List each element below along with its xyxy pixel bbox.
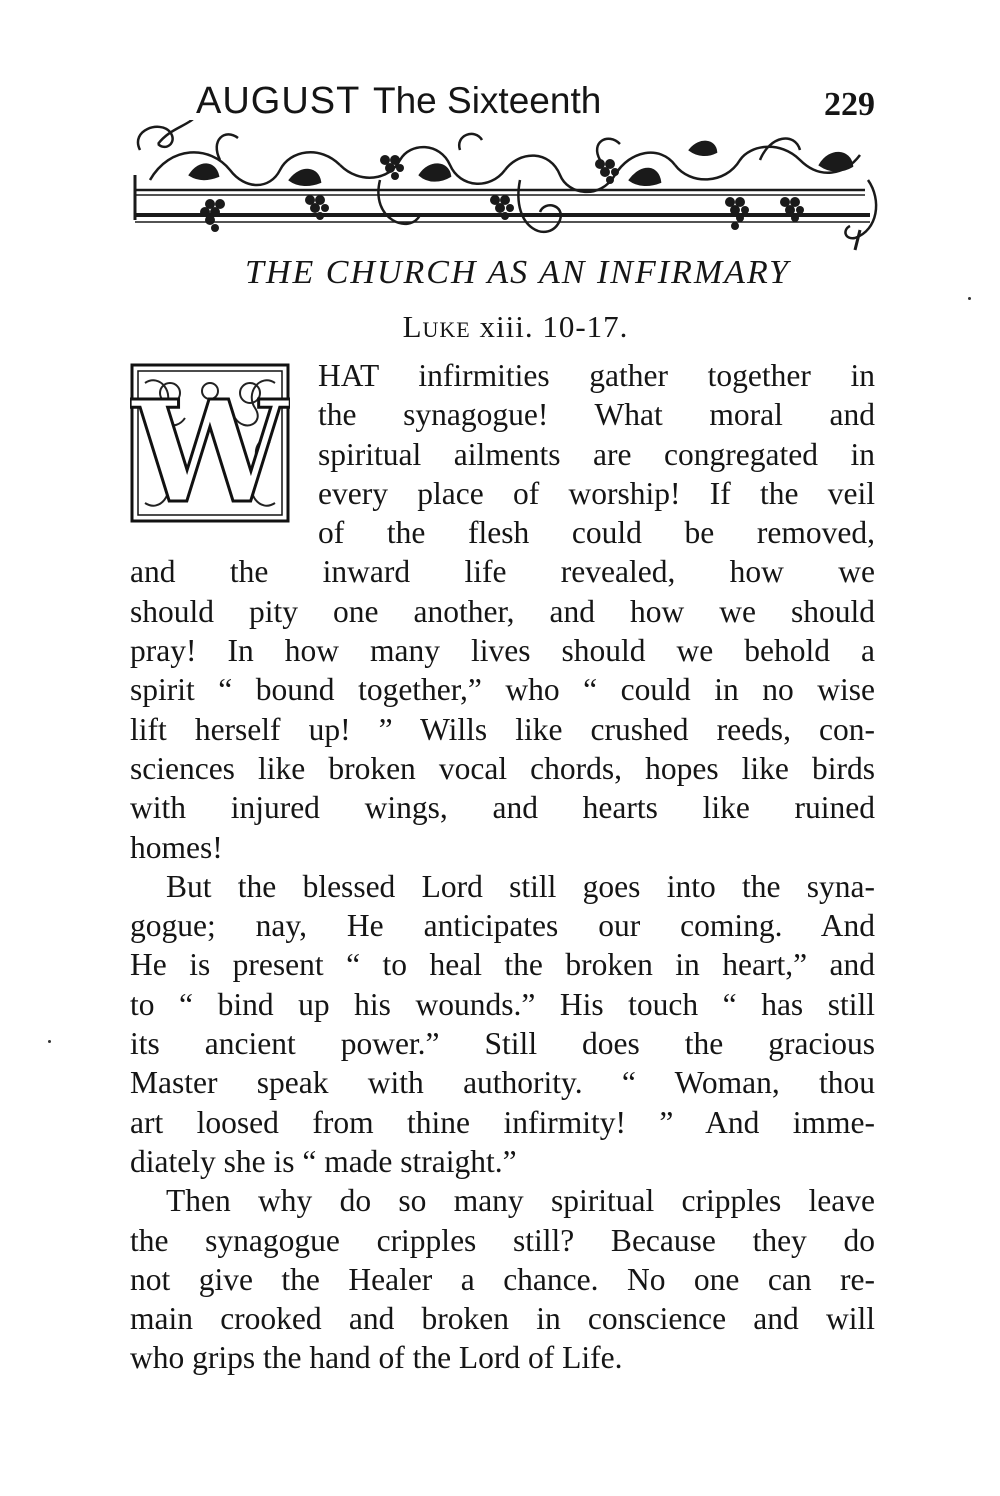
text-line: not give the Healer a chance. No one can re- [130,1261,875,1297]
header-day: The Sixteenth [373,80,602,121]
text-line: its ancient power.” Still does the gracious [130,1026,875,1062]
text-line: diately she is “ made straight.” [130,1143,517,1179]
text-line: pray! In how many lives should we behold a [130,633,875,669]
text-line: the synagogue cripples still? Because they do [130,1222,875,1258]
text-line: sciences like broken vocal chords, hopes like birds [130,750,875,786]
text-line: Then why do so many spiritual cripples leave [166,1183,875,1219]
text-line: with injured wings, and hearts like ruined [130,790,875,826]
text-line: who grips the hand of the Lord of Life. [130,1340,623,1376]
text-line: spirit “ bound together,” who “ could in no wise [130,672,875,708]
text-line: Master speak with authority. “ Woman, thou [130,1065,875,1101]
scan-speck [48,1040,51,1043]
reference-verse: xiii. 10-17. [479,309,629,344]
text-line: the synagogue! What moral and [318,397,875,433]
paragraph-2 [130,867,875,1181]
reference-book: Luke [402,309,471,344]
article-title: THE CHURCH AS AN INFIRMARY [244,254,791,291]
text-line: HAT infirmities gather together in [318,358,875,393]
paragraph-3 [130,1181,875,1377]
body-text [130,356,875,1378]
text-line: main crooked and broken in conscience and will [130,1301,875,1337]
text-line: should pity one another, and how we should [130,593,875,629]
text-line: He is present “ to heal the broken in heart,” and [130,947,875,983]
drop-cap-letter: W [131,371,289,523]
text-line: spiritual ailments are congregated in [318,436,875,472]
text-line: of the flesh could be removed, [318,515,875,551]
text-line: But the blessed Lord still goes into the syna- [166,868,875,904]
text-line: to “ bind up his wounds.” His touch “ has still [130,986,875,1022]
text-line: homes! [130,829,223,865]
header-month: AUGUST [196,80,361,122]
page-number: 229 [824,86,875,123]
text-line: art loosed from thine infirmity! ” And imme- [130,1104,875,1140]
vine-ornament-icon [130,120,880,260]
text-line: gogue; nay, He anticipates our coming. And [130,908,875,944]
scan-speck [968,297,971,300]
paragraph-1 [130,356,875,867]
text-line: every place of worship! If the veil [318,475,875,511]
text-line: and the inward life revealed, how we [130,554,875,590]
scripture-reference [130,309,875,345]
text-line: lift herself up! ” Wills like crushed reeds, con- [130,711,875,747]
